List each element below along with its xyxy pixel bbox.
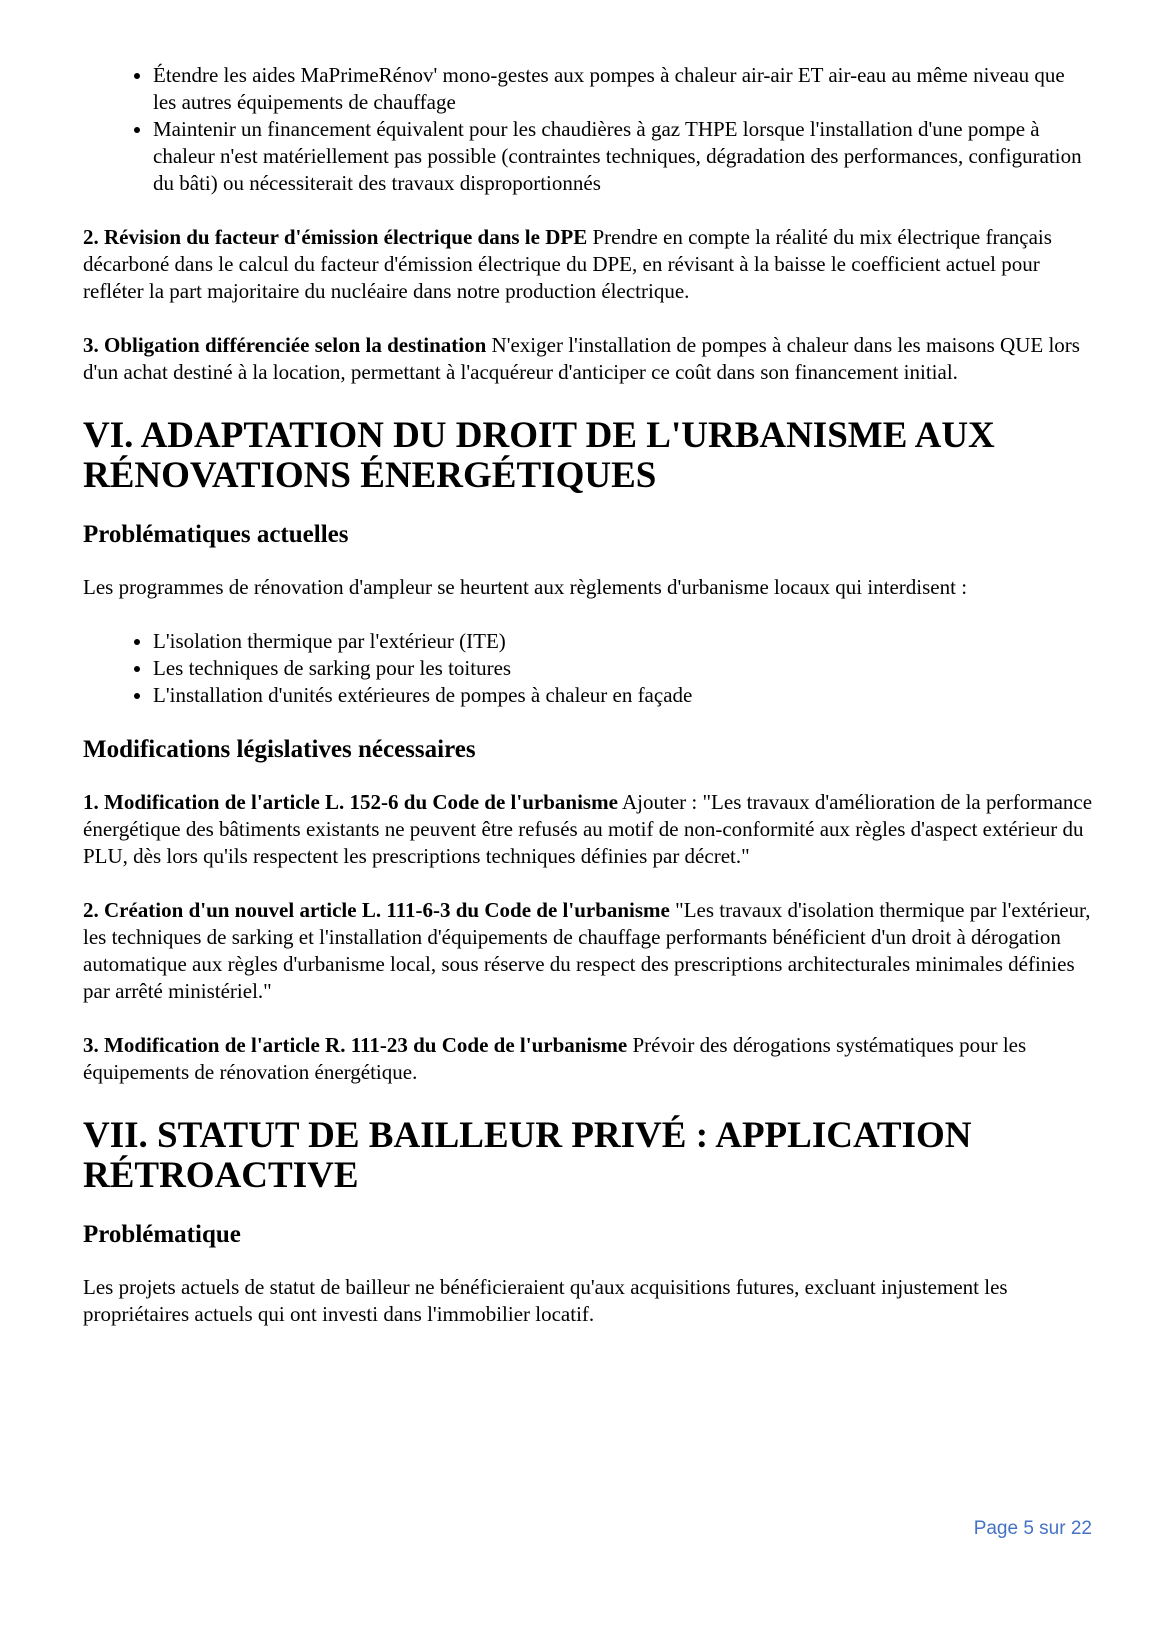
document-page [83, 62, 1093, 1328]
proposal-heading: 3. Modification de l'article R. 111-23 du Code de l'urbanisme [83, 1033, 628, 1057]
subsection-title: Problématiques actuelles [83, 521, 349, 548]
body-paragraph: Les projets actuels de statut de bailleur ne bénéficieraient qu'aux acquisitions futures, excluant injustement les propriétaires actuels qui ont investi dans l'immobilier locatif. [83, 1275, 1008, 1326]
section-title: VI. ADAPTATION DU DROIT DE L'URBANISME AUX RÉNOVATIONS ÉNERGÉTIQUES [83, 415, 995, 496]
list-item: • Étendre les aides MaPrimeRénov' mono-gestes aux pompes à chaleur air-air ET air-eau au même niveau que les autres équipements de chauffage [153, 62, 1093, 116]
proposal-paragraph [83, 897, 1093, 1005]
proposal-heading: 1. Modification de l'article L. 152-6 du Code de l'urbanisme [83, 790, 618, 814]
list-item: • L'installation d'unités extérieures de pompes à chaleur en façade [153, 682, 1093, 709]
intro-paragraph: Les programmes de rénovation d'ampleur se heurtent aux règlements d'urbanisme locaux qui interdisent : [83, 575, 968, 599]
proposal-heading: 2. Création d'un nouvel article L. 111-6-3 du Code de l'urbanisme [83, 898, 670, 922]
restrictions-bullet-list [83, 628, 1093, 709]
list-item: • L'isolation thermique par l'extérieur (ITE) [153, 628, 1093, 655]
proposal-text: N'exiger l'installation de pompes à chaleur dans les maisons QUE lors d'un achat destiné à la location, permettant à l'acquéreur d'anticiper ce coût dans son financement initial. [83, 333, 1080, 384]
subsection-title: Problématique [83, 1221, 241, 1248]
measures-bullet-list [83, 62, 1093, 197]
proposal-paragraph [83, 332, 1093, 386]
proposal-text: Ajouter : "Les travaux d'amélioration de la performance énergétique des bâtiments existants ne peuvent être refusés au motif de non-conformité aux règles d'aspect extérieur du PLU, dès lors qu'ils respectent les prescriptions techniques définies par décret." [83, 790, 1093, 868]
proposal-text: Prévoir des dérogations systématiques pour les équipements de rénovation énergétique. [83, 1033, 1027, 1084]
page-number: Page 5 sur 22 [973, 1518, 1092, 1539]
proposal-paragraph [83, 1032, 1093, 1086]
section-title: VII. STATUT DE BAILLEUR PRIVÉ : APPLICATION RÉTROACTIVE [83, 1115, 972, 1196]
proposal-text: "Les travaux d'isolation thermique par l'extérieur, les techniques de sarking et l'installation d'équipements de chauffage performants bénéficient d'un droit à dérogation automatique aux règles d'urbanisme local, sous réserve du respect des prescriptions architecturales minimales définies par arrêté ministériel." [83, 898, 1091, 1003]
proposal-heading: 3. Obligation différenciée selon la destination [83, 333, 487, 357]
proposal-text: Prendre en compte la réalité du mix électrique français décarboné dans le calcul du facteur d'émission électrique du DPE, en révisant à la baisse le coefficient actuel pour refléter la part majoritaire du nucléaire dans notre production électrique. [83, 225, 1052, 303]
proposal-paragraph [83, 789, 1093, 870]
list-item: • Les techniques de sarking pour les toitures [153, 655, 1093, 682]
subsection-title: Modifications législatives nécessaires [83, 736, 476, 763]
list-item: • Maintenir un financement équivalent pour les chaudières à gaz THPE lorsque l'installation d'une pompe à chaleur n'est matériellement pas possible (contraintes techniques, dégradation des performances, configuration du bâti) ou nécessiterait des travaux disproportionnés [153, 116, 1093, 197]
proposal-heading: 2. Révision du facteur d'émission électrique dans le DPE [83, 225, 588, 249]
proposal-paragraph [83, 224, 1093, 305]
